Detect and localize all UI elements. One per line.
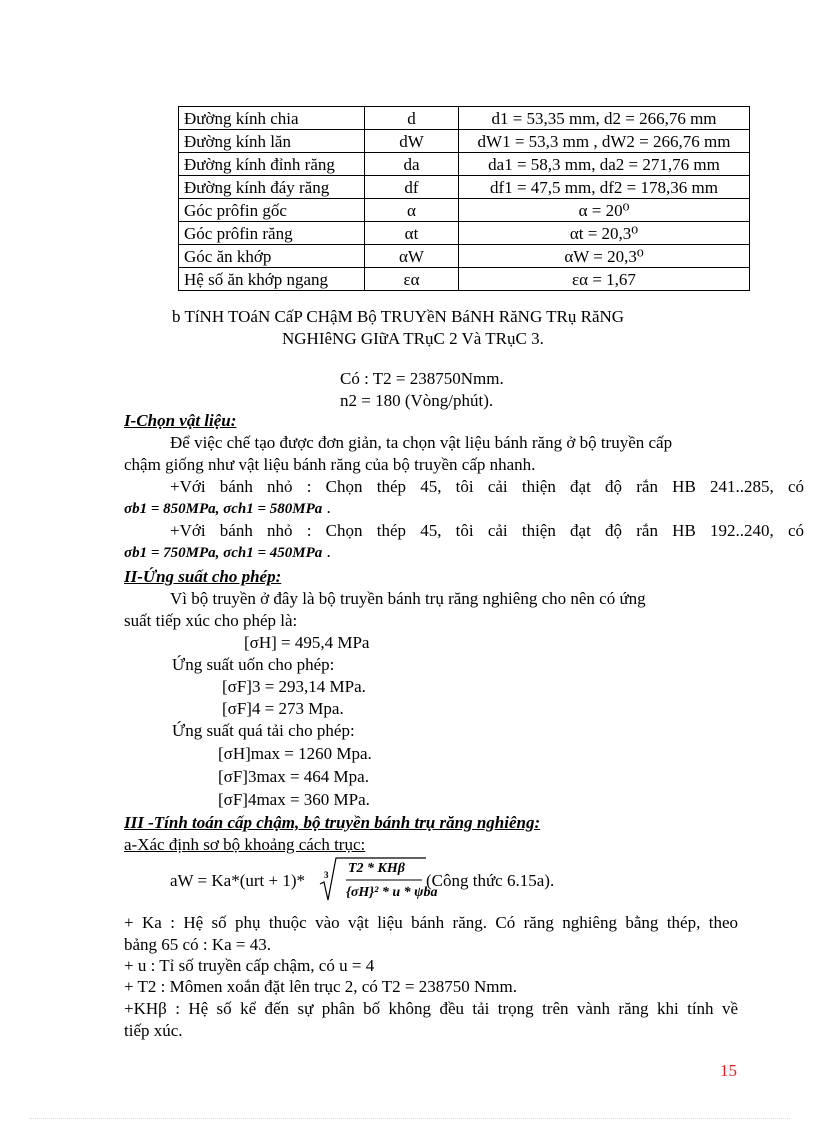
t2-desc: + T2 : Mômen xoắn đặt lên trục 2, có T2 = 238750 Nmm.	[124, 977, 517, 996]
gear-parameters-table	[178, 106, 750, 291]
sec1-f2: σb1 = 850MPa, σch1 = 580MPa	[124, 501, 323, 517]
sigma-h: [σH] = 495,4 MPa	[244, 633, 370, 652]
u-desc: + u : Tỉ số truyền cấp chậm, có u = 4	[124, 956, 375, 975]
param-name: Góc prôfin gốc	[179, 199, 365, 222]
sec2-p1b: suất tiếp xúc cho phép là:	[124, 611, 298, 630]
param-value: αt = 20,3⁰	[459, 222, 750, 245]
formula-numerator: T2 * KHβ	[348, 861, 405, 876]
sigma-f3-max: [σF]3max = 464 Mpa.	[218, 767, 369, 786]
param-symbol: εα	[365, 268, 459, 291]
section3-title: III -Tính toán cấp chậm, bộ truyền bánh trụ răng nghiêng:	[124, 813, 541, 832]
formula-ref: (Công thức 6.15a).	[426, 871, 555, 890]
sec1-p1a: Để việc chế tạo được đơn giản, ta chọn vật liệu bánh răng ở bộ truyền cấp	[170, 433, 673, 452]
sigma-f4-max: [σF]4max = 360 MPa.	[218, 790, 370, 809]
table-row	[179, 107, 750, 130]
given-torque: Có : T2 = 238750Nmm.	[340, 369, 504, 388]
formula-denominator: {σH}² * u * ψba	[346, 885, 438, 900]
param-name: Góc prôfin răng	[179, 222, 365, 245]
param-symbol: dW	[365, 130, 459, 153]
section1-title: I-Chọn vật liệu:	[124, 411, 237, 430]
param-symbol: αt	[365, 222, 459, 245]
sec1-f3-dot: .	[326, 542, 331, 561]
param-symbol: α	[365, 199, 459, 222]
sigma-f3: [σF]3 = 293,14 MPa.	[222, 677, 366, 696]
param-name: Đường kính chia	[179, 107, 365, 130]
heading-b-line2: NGHIêNG GIữA TRụC 2 Và TRụC 3.	[282, 329, 544, 348]
page-number: 15	[720, 1061, 737, 1080]
footer-divider	[30, 1118, 790, 1119]
param-symbol: df	[365, 176, 459, 199]
param-symbol: da	[365, 153, 459, 176]
param-symbol: αW	[365, 245, 459, 268]
sec3-sub: a-Xác định sơ bộ khoảng cách trục:	[124, 835, 366, 854]
sec1-p1b: chậm giống như vật liệu bánh răng của bộ truyền cấp nhanh.	[124, 455, 536, 474]
param-value: da1 = 58,3 mm, da2 = 271,76 mm	[459, 153, 750, 176]
table-row	[179, 245, 750, 268]
param-name: Góc ăn khớp	[179, 245, 365, 268]
table-row	[179, 130, 750, 153]
sec1-f2-dot: .	[326, 498, 331, 517]
kh-desc-1: +KHβ : Hệ số kể đến sự phân bố không đều tải trọng trên vành răng khi tính về	[124, 999, 738, 1018]
sec1-f3: σb1 = 750MPa, σch1 = 450MPa	[124, 545, 323, 561]
kh-desc-2: tiếp xúc.	[124, 1021, 183, 1040]
table-row	[179, 176, 750, 199]
param-symbol: d	[365, 107, 459, 130]
param-value: d1 = 53,35 mm, d2 = 266,76 mm	[459, 107, 750, 130]
svg-text:3: 3	[324, 870, 329, 880]
ka-desc-1: + Ka : Hệ số phụ thuộc vào vật liệu bánh răng. Có răng nghiêng bằng thép, theo	[124, 913, 738, 932]
sec1-p2: +Với bánh nhỏ : Chọn thép 45, tôi cải thiện đạt độ rắn HB 241..285, có	[170, 477, 804, 496]
param-value: εα = 1,67	[459, 268, 750, 291]
table-row	[179, 268, 750, 291]
param-name: Đường kính đỉnh răng	[179, 153, 365, 176]
table-row	[179, 153, 750, 176]
sigma-f4: [σF]4 = 273 Mpa.	[222, 699, 344, 718]
param-value: α = 20⁰	[459, 199, 750, 222]
ka-desc-2: bảng 65 có : Ka = 43.	[124, 935, 271, 954]
table-row	[179, 222, 750, 245]
param-name: Hệ số ăn khớp ngang	[179, 268, 365, 291]
table-row	[179, 199, 750, 222]
sec2-p1a: Vì bộ truyền ở đây là bộ truyền bánh trụ răng nghiêng cho nên có ứng	[170, 589, 646, 608]
param-name: Đường kính đáy răng	[179, 176, 365, 199]
param-value: αW = 20,3⁰	[459, 245, 750, 268]
sigma-h-max: [σH]max = 1260 Mpa.	[218, 744, 372, 763]
sec1-f3-line	[124, 541, 331, 564]
param-value: df1 = 47,5 mm, df2 = 178,36 mm	[459, 176, 750, 199]
heading-b-line1: b TíNH TOáN CấP CHậM Bộ TRUYềN BáNH RăNG TRụ RăNG	[172, 307, 625, 326]
sec2-qua: Ứng suất quá tải cho phép:	[172, 721, 355, 740]
sec1-f2-line	[124, 497, 331, 520]
param-name: Đường kính lăn	[179, 130, 365, 153]
sec1-p3: +Với bánh nhỏ : Chọn thép 45, tôi cải thiện đạt độ rắn HB 192..240, có	[170, 521, 804, 540]
sec2-uon: Ứng suất uốn cho phép:	[172, 655, 335, 674]
param-value: dW1 = 53,3 mm , dW2 = 266,76 mm	[459, 130, 750, 153]
given-speed: n2 = 180 (Vòng/phút).	[340, 391, 494, 410]
section2-title: II-Ứng suất cho phép:	[124, 567, 282, 586]
formula-aw-left: aW = Ka*(urt + 1)*	[170, 871, 305, 890]
